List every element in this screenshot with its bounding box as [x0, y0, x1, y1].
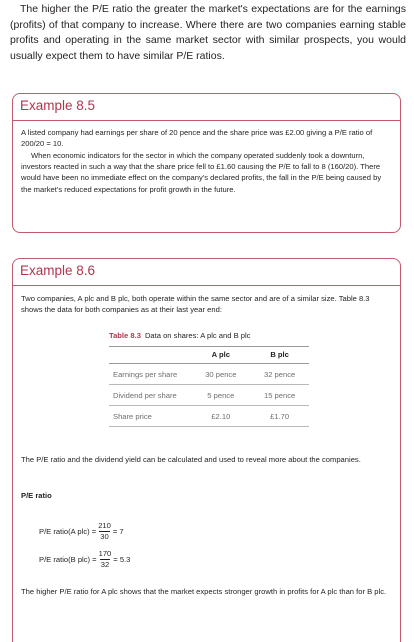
table-header-b: B plc [270, 350, 289, 359]
row-label: Dividend per share [113, 391, 177, 400]
example-paragraph: Two companies, A plc and B plc, both operate within the same sector and are of a similar size. Table 8.3 shows the data for both companies as at their last year end: [21, 294, 370, 315]
formula-rhs: = 5.3 [113, 555, 131, 564]
formula-rhs: = 7 [112, 527, 124, 536]
formula-lhs: P/E ratio(A plc) = [39, 527, 97, 536]
table-row [109, 385, 309, 406]
cell-a: 30 pence [205, 370, 237, 379]
formula-lhs: P/E ratio(B plc) = [39, 555, 97, 564]
numerator: 210 [98, 521, 111, 530]
fraction [99, 549, 112, 570]
cell-b: 15 pence [263, 391, 296, 400]
row-label: Earnings per share [113, 370, 178, 379]
example-paragraph: The higher P/E ratio for A plc shows that the market expects stronger growth in profits for A plc than for B plc. [21, 587, 387, 596]
example-8-5-box [12, 93, 401, 233]
title-divider [13, 120, 400, 121]
denominator: 30 [100, 532, 109, 541]
denominator: 32 [100, 560, 110, 569]
pe-ratio-subheading: P/E ratio [21, 491, 52, 500]
example-8-6-box [12, 258, 401, 642]
table-header-blank [109, 347, 191, 364]
row-label: Share price [113, 412, 152, 421]
formula-a-plc [39, 521, 124, 542]
table-number: Table 8.3 [109, 331, 141, 340]
table-caption [109, 331, 309, 340]
table-row [109, 364, 309, 385]
table-header-row [109, 347, 309, 364]
example-paragraph: When economic indicators for the sector in which the company operated suddenly took a downturn, investors reacted in such a way that the share price fell to £1.60 causing the P/E to fall to 8 (160/20). There would have been no immediate effect on the company's declared profits, the fall in the P/E being caused by the market's reduced expectations for profit growth in the future. [21, 151, 382, 194]
data-table [109, 346, 309, 427]
example-paragraph: The P/E ratio and the dividend yield can be calculated and used to reveal more about the companies. [21, 455, 361, 464]
table-row [109, 406, 309, 427]
intro-paragraph: The higher the P/E ratio the greater the market's expectations are for the earnings (profits) of that company to increase. Where there are two companies earning stable profits and operating in the same market sector with similar prospects, you would usually expect them to have similar P/E ratios. [10, 3, 406, 62]
example-title: Example 8.5 [20, 98, 96, 113]
formula-b-plc [39, 549, 130, 570]
cell-b: 32 pence [263, 370, 296, 379]
numerator: 170 [98, 549, 112, 558]
table-header-a: A plc [211, 350, 230, 359]
table-caption-text: Data on shares: A plc and B plc [144, 331, 251, 340]
example-title: Example 8.6 [20, 263, 96, 278]
example-paragraph: A listed company had earnings per share of 20 pence and the share price was £2.00 giving a P/E ratio of 200/20 = 10. [21, 128, 373, 149]
title-divider [13, 285, 400, 286]
shares-table [109, 331, 309, 427]
cell-a: £2.10 [211, 412, 231, 421]
cell-a: 5 pence [207, 391, 235, 400]
fraction [98, 521, 111, 542]
cell-b: £1.70 [270, 412, 290, 421]
